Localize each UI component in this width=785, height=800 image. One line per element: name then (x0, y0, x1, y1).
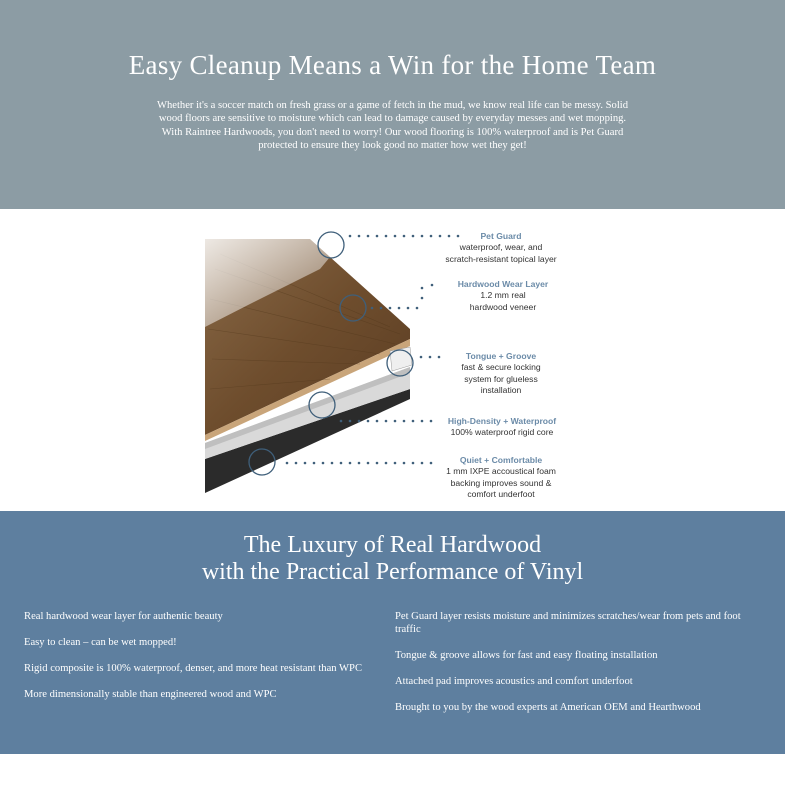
label-title: Hardwood Wear Layer (457, 279, 549, 289)
feature-item: Brought to you by the wood experts at American OEM and Hearthwood (395, 702, 701, 713)
feature-item: Attached pad improves acoustics and comfort underfoot (395, 676, 633, 687)
label-desc: installation (480, 385, 522, 396)
feature-item: Pet Guard layer resists moisture and minimizes scratches/wear from pets and foot traffic (395, 611, 741, 635)
features-section (0, 511, 785, 754)
label-wear-layer (448, 279, 558, 313)
label-desc: system for glueless (464, 373, 538, 384)
label-core (440, 416, 564, 439)
label-desc: backing improves sound & (450, 477, 552, 488)
feature-item: Easy to clean – can be wet mopped! (24, 637, 177, 648)
label-backing (436, 455, 566, 501)
floor-layer-illustration (0, 209, 785, 511)
hero-title: Easy Cleanup Means a Win for the Home Team (128, 50, 657, 80)
layer-diagram-section (0, 209, 785, 511)
label-desc: hardwood veneer (469, 301, 537, 312)
label-title: Quiet + Comfortable (459, 455, 543, 465)
label-desc: 1 mm IXPE accoustical foam (446, 466, 556, 477)
features-title-line2: with the Practical Performance of Vinyl (201, 559, 584, 585)
hero-body: Whether it's a soccer match on fresh grass or a game of fetch in the mud, we know real life can be messy. Solid wood floors are sensitive to moisture which can lead to damage caused by everyday messes and wet mopping. With Raintree Hardwoods, you don't need to worry! Our wood flooring is 100% waterproof and is Pet Guard protected to ensure they look good no matter how wet they get! (156, 100, 628, 152)
feature-item: More dimensionally stable than engineered wood and WPC (24, 689, 277, 700)
features-right-list (395, 610, 765, 727)
label-desc: waterproof, wear, and (459, 242, 543, 253)
label-title: Pet Guard (480, 231, 522, 241)
label-title: High-Density + Waterproof (447, 416, 557, 426)
label-desc: comfort underfoot (467, 489, 535, 500)
feature-item: Tongue & groove allows for fast and easy floating installation (395, 650, 658, 661)
features-title-line1: The Luxury of Real Hardwood (243, 532, 542, 558)
feature-item: Real hardwood wear layer for authentic beauty (24, 611, 223, 622)
label-desc: 100% waterproof rigid core (450, 427, 554, 438)
feature-item: Rigid composite is 100% waterproof, denser, and more heat resistant than WPC (24, 663, 363, 674)
label-desc: 1.2 mm real (480, 290, 526, 301)
hero-section (0, 0, 785, 209)
label-tongue-groove (450, 351, 552, 397)
label-desc: scratch-resistant topical layer (445, 253, 557, 264)
label-desc: fast & secure locking (461, 362, 541, 373)
features-left-list (24, 610, 374, 714)
features-title (0, 532, 785, 586)
label-pet-guard (440, 231, 562, 265)
label-title: Tongue + Groove (465, 351, 537, 361)
